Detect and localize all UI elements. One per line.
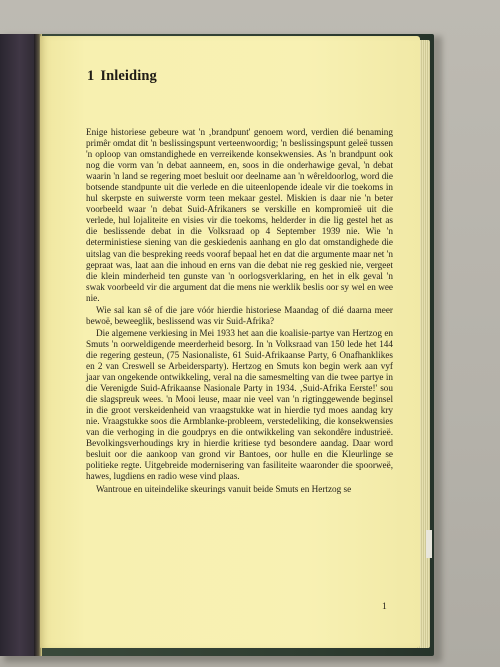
chapter-number: 1 (87, 68, 95, 84)
chapter-heading (87, 68, 157, 85)
body-text (86, 127, 393, 496)
page-number: 1 (382, 602, 387, 612)
cover-edge-mark (426, 530, 432, 558)
paragraph-2: Wie sal kan sê of die jare vóór hierdie historiese Maandag of dié daarna meer bewoë, beweeglik, beslissend was vir Suid-Afrika? (86, 304, 393, 326)
paragraph-1: Enige historiese gebeure wat 'n ‚brandpunt' genoem word, verdien dié benaming primêr omdat dit 'n beslissingspunt verteenwoordig; 'n beslissingspunt geleë tussen 'n oploop van omstandighede en verreikende konsekwensies. As 'n brandpunt ook nog die vorm van 'n debat aanneem, en, soos in die onderhawige geval, 'n debat waarin 'n land se regering moet besluit oor deelname aan 'n wêreldoorlog, word die botsende standpunte uit die verlede en die uiteenlopende ideale vir die toekoms in hul skerpste en suiwerste vorm teen mekaar gestel. Miskien is daar nie 'n beter voorbeeld waar 'n debat Suid-Afrikaners se verskille en kompromieë uit die verlede, hul lojaliteite en visies vir die toekoms, helderder in die lig gestel het as die beslissende debat in die Volksraad op 4 September 1939 nie. Wie 'n deterministiese siening van die geskiedenis aanhang en glo dat omstandighede die uitslag van die bespreking reeds vooraf bepaal het en dat die argumente maar net 'n gepraat was, laat aan die inhoud en erns van die debat nie reg geskied nie, vergeet die klein minderheid ten gunste van 'n oorlogsverklaring, en het in elk geval 'n swak voorbeeld vir die argument dat die mens nie werklik beslis oor sy wel en wee nie. (86, 127, 393, 303)
book-page (40, 36, 420, 648)
book-spine (0, 34, 36, 656)
paragraph-4: Wantroue en uiteindelike skeurings vanuit beide Smuts en Hertzog se (96, 483, 352, 494)
chapter-title: Inleiding (100, 68, 157, 84)
paragraph-3: Die algemene verkiesing in Mei 1933 het aan die koalisie-partye van Hertzog en Smuts 'n oorweldigende meerderheid besorg. In 'n Volksraad van 150 lede het 144 die regering gesteun, (75 Nasionaliste, 61 Suid-Afrikaanse Party, 6 Onafhanklikes en 2 van Creswell se Arbeidersparty). Hertzog en Smuts kon begin werk aan vyf jaar van ongekende ontwikkeling, veral na die samesmelting van die twee partye in die Verenigde Suid-Afrikaanse Nasionale Party in 1934. ‚Suid-Afrika Eerste!' sou die slagspreuk wees. 'n Mooi leuse, maar nie veel van 'n rigtinggewende beginsel in die groot verskeidenheid van vraagstukke wat in hierdie tyd moes aandag kry nie. Vraagstukke soos die Armblanke-probleem, verstedeliking, die konsekwensies van die verhoging in die goudprys en die ontwikkeling van sekondêre industrieë. Bevolkingsverhoudings kry in hierdie kritiese tyd besondere aandag. Daar word besluit oor die aankoop van grond vir Bantoes, oor hulle en die Kleurlinge se politieke regte. Uitgebreide modernisering van fasiliteite waaronder die spoorweë, hawes, lugdiens en radio wese vind plaas. (86, 327, 393, 482)
